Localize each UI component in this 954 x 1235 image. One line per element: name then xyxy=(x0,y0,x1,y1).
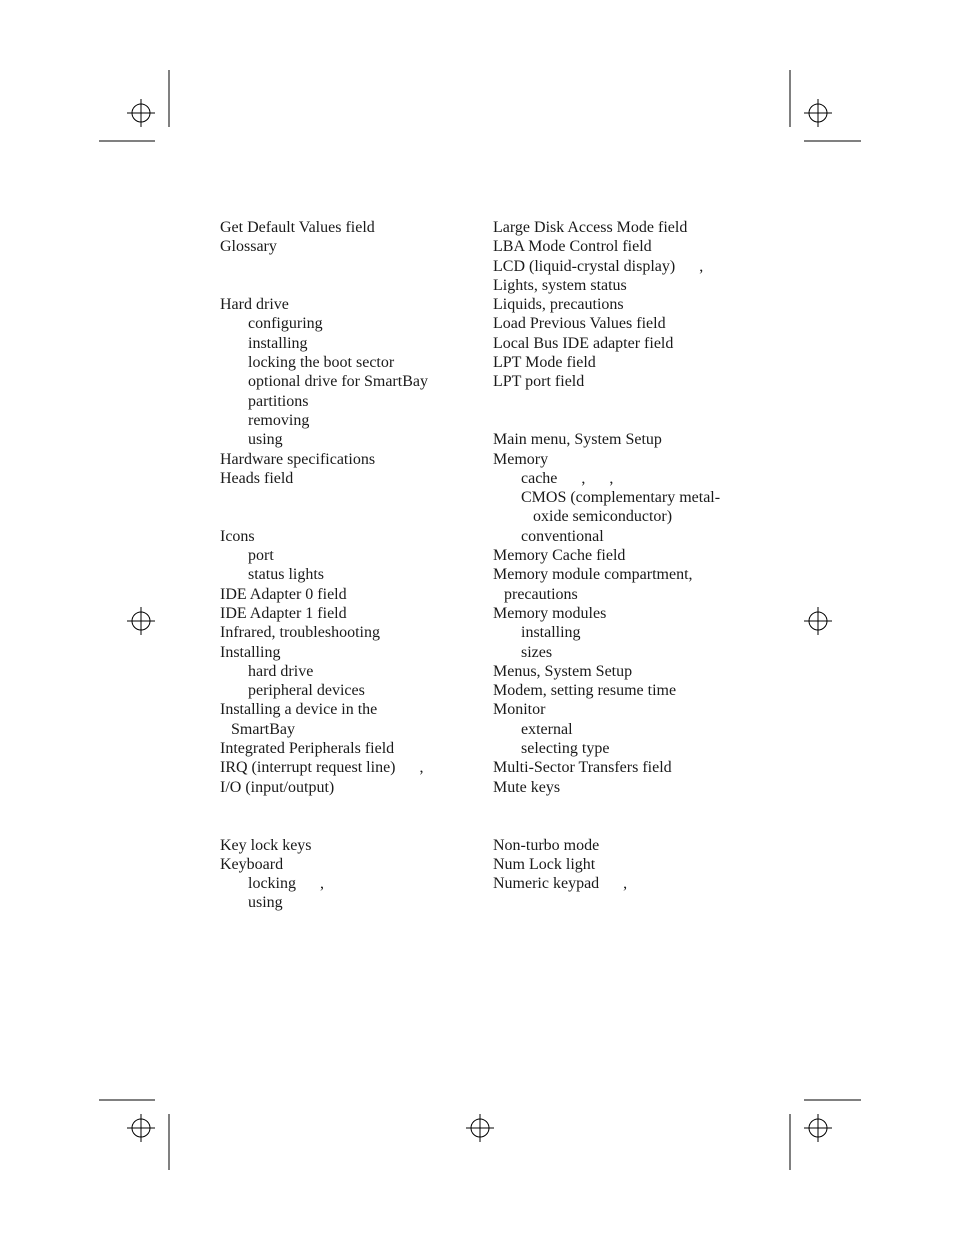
index-entry: Large Disk Access Mode field xyxy=(493,219,688,236)
index-entry: Infrared, troubleshooting xyxy=(220,624,380,642)
index-subentry: using xyxy=(248,431,283,449)
index-entry: IDE Adapter 0 field xyxy=(220,585,347,603)
index-entry: Monitor xyxy=(493,701,546,719)
index-entry: IRQ (interrupt request line) , xyxy=(220,759,424,777)
index-entry: Mute keys xyxy=(493,778,561,796)
index-entry: Key lock keys xyxy=(220,836,312,854)
index-column-right xyxy=(493,218,753,893)
index-entry: LPT Mode field xyxy=(493,354,596,372)
index-subentry: hard drive xyxy=(248,662,314,680)
index-entry: Heads field xyxy=(220,469,294,487)
index-subentry: configuring xyxy=(248,315,323,333)
index-subentry: locking , xyxy=(248,875,324,893)
index-subentry: CMOS (complementary metal- xyxy=(521,489,721,507)
index-entry: Multi-Sector Transfers field xyxy=(493,759,672,777)
index-subentry: conventional xyxy=(521,527,604,545)
index-subentry: cache , , xyxy=(521,469,614,487)
index-subentry: partitions xyxy=(248,392,309,410)
index-entry: Main menu, System Setup xyxy=(493,431,662,449)
index-subentry: installing xyxy=(248,334,308,352)
index-entry: Memory Cache field xyxy=(493,547,626,565)
index-subentry: optional drive for SmartBay xyxy=(248,373,428,391)
index-entry: Modem, setting resume time xyxy=(493,682,677,700)
registration-mark-icon xyxy=(804,1114,832,1142)
index-entry: I/O (input/output) xyxy=(220,778,335,796)
index-subentry: selecting type xyxy=(521,740,610,758)
index-entry: Hard drive xyxy=(220,296,289,314)
index-entry: Numeric keypad , xyxy=(493,875,628,893)
index-entry: Glossary xyxy=(220,238,277,256)
index-column-left xyxy=(220,218,480,913)
registration-mark-icon xyxy=(804,99,832,127)
index-subentry-continuation: oxide semiconductor) xyxy=(533,508,673,526)
index-entry: Menus, System Setup xyxy=(493,662,633,680)
registration-mark-icon xyxy=(127,99,155,127)
index-entry: Local Bus IDE adapter field xyxy=(493,334,674,352)
registration-mark-icon xyxy=(127,607,155,635)
index-subentry: external xyxy=(521,720,573,738)
index-entry: Get Default Values field xyxy=(220,219,375,236)
index-entry: Integrated Peripherals field xyxy=(220,740,395,758)
index-entry: Icons xyxy=(220,527,255,545)
index-entry: LCD (liquid-crystal display) , xyxy=(493,257,704,275)
index-entry: Keyboard xyxy=(220,855,284,873)
letter-group-gap xyxy=(493,797,753,836)
index-entry-continuation: precautions xyxy=(504,585,578,603)
index-subentry: locking the boot sector xyxy=(248,354,395,372)
index-entry: LBA Mode Control field xyxy=(493,238,652,256)
registration-mark-icon xyxy=(127,1114,155,1142)
index-entry: Hardware specifications xyxy=(220,450,376,468)
registration-mark-icon xyxy=(466,1114,494,1142)
index-subentry: peripheral devices xyxy=(248,682,365,700)
index-subentry: port xyxy=(248,547,274,565)
index-entry: Load Previous Values field xyxy=(493,315,666,333)
index-subentry: sizes xyxy=(521,643,553,661)
letter-group-gap xyxy=(493,392,753,431)
index-entry: Installing xyxy=(220,643,281,661)
index-entry: Installing a device in the xyxy=(220,701,378,719)
index-entry: LPT port field xyxy=(493,373,585,391)
index-entry: Num Lock light xyxy=(493,855,596,873)
registration-mark-icon xyxy=(804,607,832,635)
letter-group-gap xyxy=(220,488,480,527)
letter-group-gap xyxy=(220,797,480,836)
index-subentry: status lights xyxy=(248,566,325,584)
letter-group-gap xyxy=(220,257,480,296)
index-subentry: removing xyxy=(248,411,310,429)
index-entry: Liquids, precautions xyxy=(493,296,624,314)
index-entry: IDE Adapter 1 field xyxy=(220,604,347,622)
index-subentry: using xyxy=(248,894,283,912)
index-entry-continuation: SmartBay xyxy=(231,720,295,738)
index-entry: Lights, system status xyxy=(493,276,627,294)
index-entry: Memory module compartment, xyxy=(493,566,693,584)
index-entry: Memory modules xyxy=(493,604,607,622)
index-subentry: installing xyxy=(521,624,581,642)
index-entry: Non-turbo mode xyxy=(493,836,600,854)
index-entry: Memory xyxy=(493,450,549,468)
